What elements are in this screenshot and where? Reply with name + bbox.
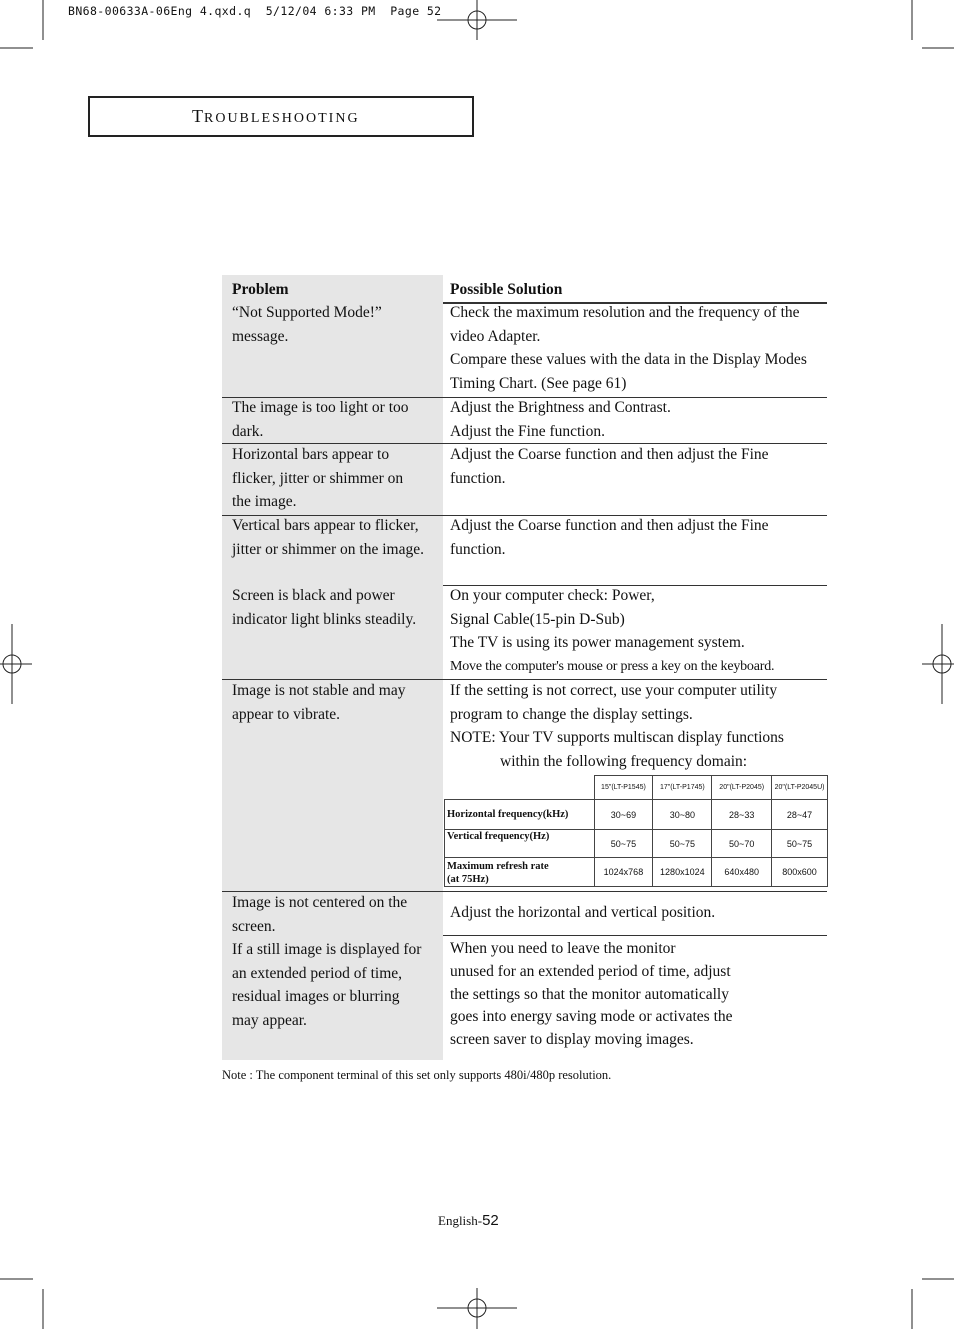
- section-title: TROUBLESHOOTING: [192, 106, 360, 126]
- note-text: Note : The component terminal of this set only supports 480i/480p resolution.: [222, 1068, 612, 1082]
- row-label: Maximum refresh rate (at 75Hz): [445, 858, 595, 887]
- table-cell: 28~33: [712, 800, 772, 830]
- table-cell: 30~80: [653, 800, 712, 830]
- problem-text: Vertical bars appear to flicker, jitter or shimmer on the image.: [232, 517, 424, 558]
- print-header: BN68-00633A-06Eng 4.qxd.q 5/12/04 6:33 PM Page 52: [68, 4, 442, 18]
- solution-text: Adjust the Coarse function and then adjust the Fine function.: [450, 517, 769, 558]
- table-cell: 50~75: [772, 830, 828, 858]
- problem-text: The image is too light or too dark.: [232, 399, 409, 440]
- model-header: 15"(LT-P1545): [594, 776, 653, 800]
- page-footer: English-52: [438, 1212, 499, 1229]
- table-cell: 1024x768: [594, 858, 653, 887]
- row-divider: [443, 935, 827, 936]
- problem-text: Image is not centered on the screen.: [232, 894, 408, 935]
- table-cell: 50~70: [712, 830, 772, 858]
- table-cell: 640x480: [712, 858, 772, 887]
- problem-text: If a still image is displayed for an extended period of time, residual images or blurring may appear.: [232, 941, 422, 1029]
- problem-text: Horizontal bars appear to flicker, jitter or shimmer on the image.: [232, 446, 404, 510]
- problem-text: Image is not stable and may appear to vibrate.: [232, 682, 406, 723]
- model-header: 20"(LT-P2045): [712, 776, 772, 800]
- problem-header: Problem: [232, 281, 289, 298]
- table-cell: 30~69: [594, 800, 653, 830]
- solution-text: On your computer check: Power, Signal Cable(15-pin D-Sub) The TV is using its power management system. Move the computer's mouse or press a key on the keyboard.: [450, 587, 775, 674]
- table-cell: 28~47: [772, 800, 828, 830]
- solution-text: If the setting is not correct, use your computer utility program to change the display settings. NOTE: Your TV supports multiscan display functions within the following frequency domain:: [450, 682, 784, 770]
- model-header: 17"(LT-P1745): [653, 776, 712, 800]
- table-cell: 50~75: [594, 830, 653, 858]
- frequency-table: [444, 775, 828, 887]
- model-header: 20"(LT-P2045U): [772, 776, 828, 800]
- solution-text: Adjust the Brightness and Contrast. Adjust the Fine function.: [450, 399, 671, 440]
- row-label: Vertical frequency(Hz): [445, 830, 595, 858]
- solution-text: When you need to leave the monitor unused for an extended period of time, adjust the settings so that the monitor automatically goes into energy saving mode or activates the screen saver to display moving images.: [450, 940, 733, 1049]
- section-header-box: [88, 96, 474, 137]
- problem-text: Screen is black and power indicator light blinks steadily.: [232, 587, 417, 628]
- problem-text: “Not Supported Mode!” message.: [232, 304, 382, 345]
- page-number: 52: [482, 1212, 499, 1229]
- solution-text: Check the maximum resolution and the frequency of the video Adapter. Compare these values with the data in the Display Modes Timing Chart. (See page 61): [450, 304, 807, 392]
- table-cell: 50~75: [653, 830, 712, 858]
- row-label: Horizontal frequency(kHz): [445, 800, 595, 830]
- table-cell: 800x600: [772, 858, 828, 887]
- solution-text: Adjust the Coarse function and then adjust the Fine function.: [450, 446, 769, 487]
- solution-header: Possible Solution: [450, 281, 563, 298]
- solution-text: Adjust the horizontal and vertical position.: [450, 904, 716, 921]
- table-cell: 1280x1024: [653, 858, 712, 887]
